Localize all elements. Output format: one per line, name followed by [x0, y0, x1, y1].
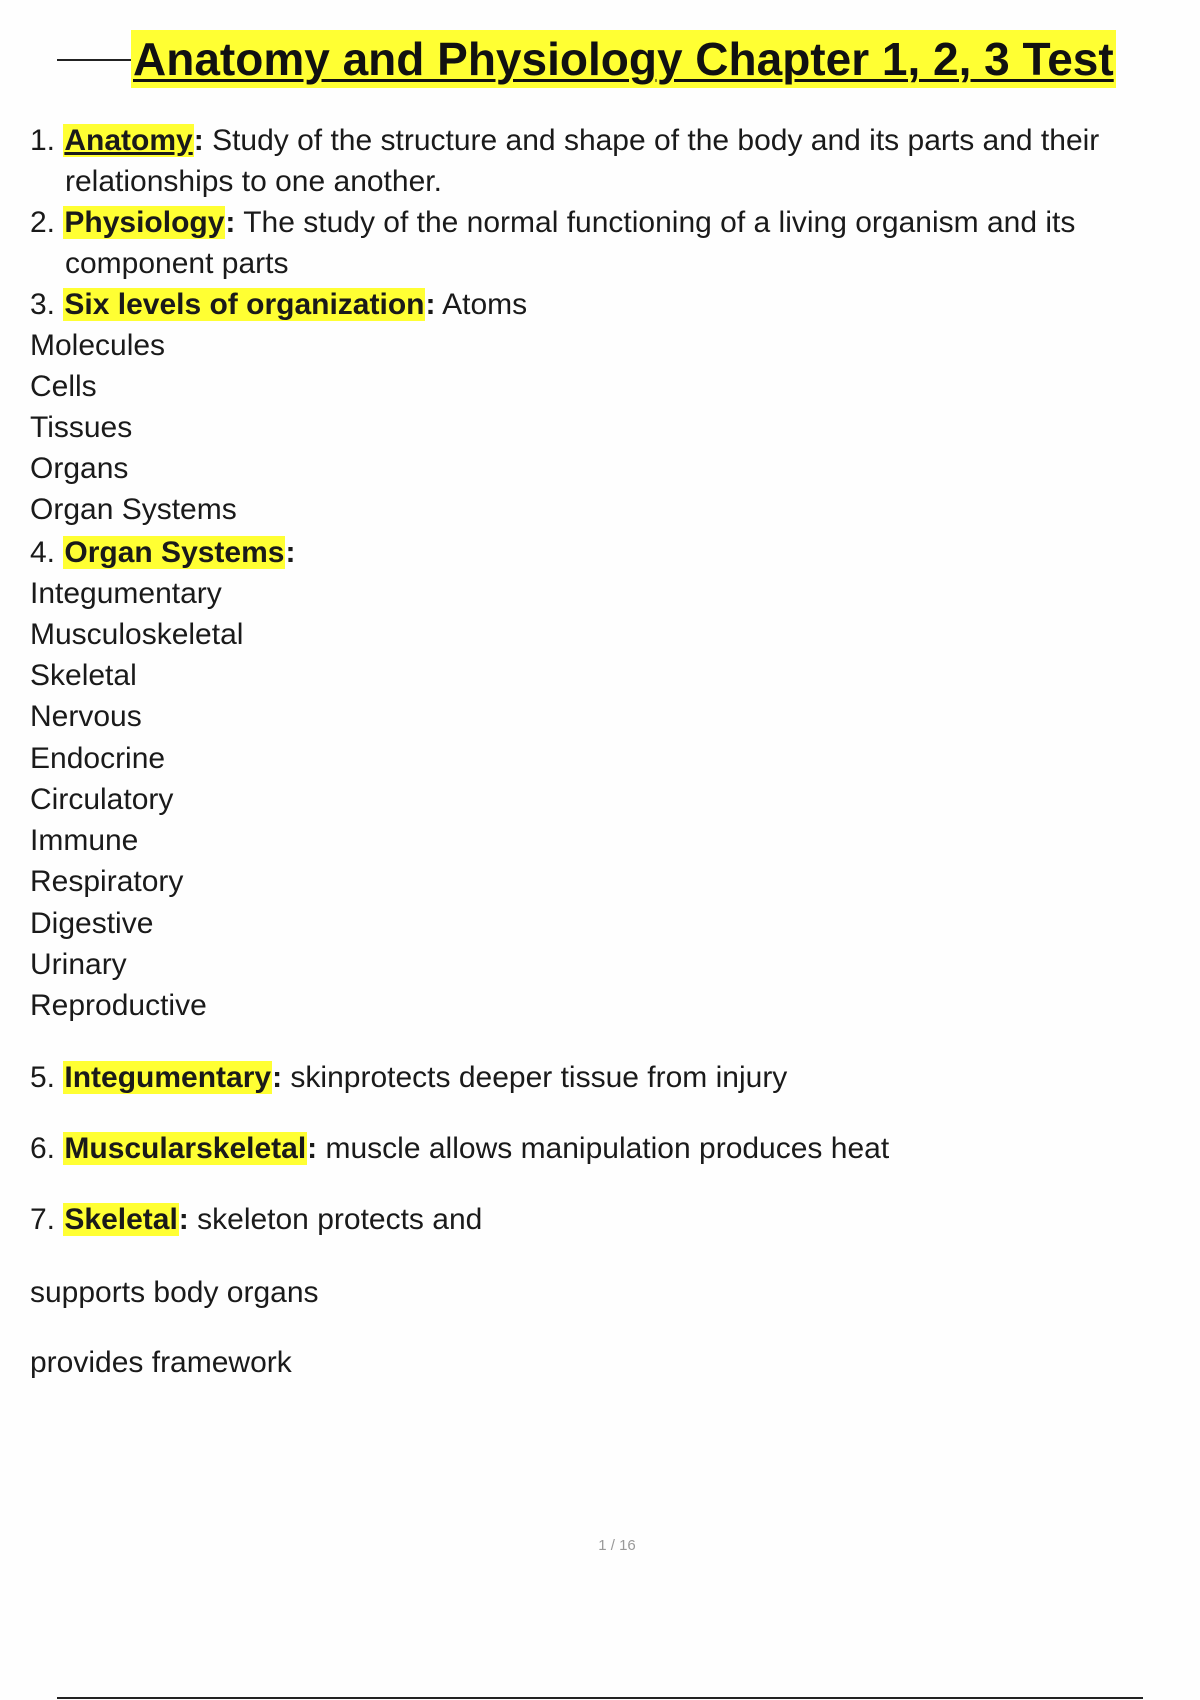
system-item: Nervous	[30, 700, 142, 733]
system-item: Respiratory	[30, 865, 184, 898]
item-number: 4.	[30, 536, 56, 569]
definition-text: skeleton protects and	[188, 1203, 483, 1236]
list-item-3	[30, 285, 527, 325]
system-item: Musculoskeletal	[30, 618, 244, 651]
list-item-1	[30, 121, 1099, 161]
title-rule	[57, 59, 132, 61]
system-item: Integumentary	[30, 577, 222, 610]
definition-text: skinprotects deeper tissue from injury	[282, 1061, 788, 1094]
definition-text: Atoms	[435, 288, 528, 321]
term-colon: :	[272, 1061, 283, 1094]
term-anatomy: Anatomy	[64, 124, 193, 157]
level-item: Cells	[30, 370, 97, 403]
system-item: Digestive	[30, 907, 154, 940]
system-item: Circulatory	[30, 783, 174, 816]
page-title: Anatomy and Physiology Chapter 1, 2, 3 Test	[131, 30, 1116, 88]
list-item-2	[30, 203, 1075, 243]
bottom-rule	[57, 1697, 1143, 1699]
term-colon: :	[193, 124, 204, 157]
item-number: 1.	[30, 124, 56, 157]
system-item: Immune	[30, 824, 139, 857]
definition-text: Study of the structure and shape of the body and its parts and their	[203, 124, 1100, 157]
term-skeletal: Skeletal	[64, 1203, 178, 1236]
list-item-1-continuation: relationships to one another.	[65, 165, 442, 198]
term-colon: :	[178, 1203, 189, 1236]
term-colon: :	[225, 206, 236, 239]
list-item-4	[30, 533, 295, 573]
list-item-7	[30, 1200, 482, 1240]
system-item: Reproductive	[30, 989, 207, 1022]
list-item-5	[30, 1058, 787, 1098]
term-six-levels: Six levels of organization	[64, 288, 425, 321]
term-colon: :	[285, 536, 296, 569]
item-number: 5.	[30, 1061, 56, 1094]
item-number: 2.	[30, 206, 56, 239]
system-item: Endocrine	[30, 742, 166, 775]
skeletal-detail: supports body organs	[30, 1276, 319, 1309]
level-item: Organs	[30, 452, 129, 485]
term-organ-systems: Organ Systems	[64, 536, 285, 569]
system-item: Urinary	[30, 948, 127, 981]
term-colon: :	[307, 1132, 318, 1165]
skeletal-detail: provides framework	[30, 1346, 292, 1379]
item-number: 3.	[30, 288, 56, 321]
item-number: 7.	[30, 1203, 56, 1236]
system-item: Skeletal	[30, 659, 137, 692]
item-number: 6.	[30, 1132, 56, 1165]
term-physiology: Physiology	[64, 206, 225, 239]
list-item-2-continuation: component parts	[65, 247, 289, 280]
level-item: Tissues	[30, 411, 133, 444]
term-muscularskeletal: Muscularskeletal	[64, 1132, 307, 1165]
definition-text: muscle allows manipulation produces heat	[317, 1132, 890, 1165]
page-number: 1 / 16	[598, 1537, 636, 1554]
term-integumentary: Integumentary	[64, 1061, 272, 1094]
level-item: Molecules	[30, 329, 166, 362]
definition-text: The study of the normal functioning of a living organism and its	[235, 206, 1076, 239]
term-colon: :	[425, 288, 436, 321]
list-item-6	[30, 1129, 889, 1169]
level-item: Organ Systems	[30, 493, 237, 526]
